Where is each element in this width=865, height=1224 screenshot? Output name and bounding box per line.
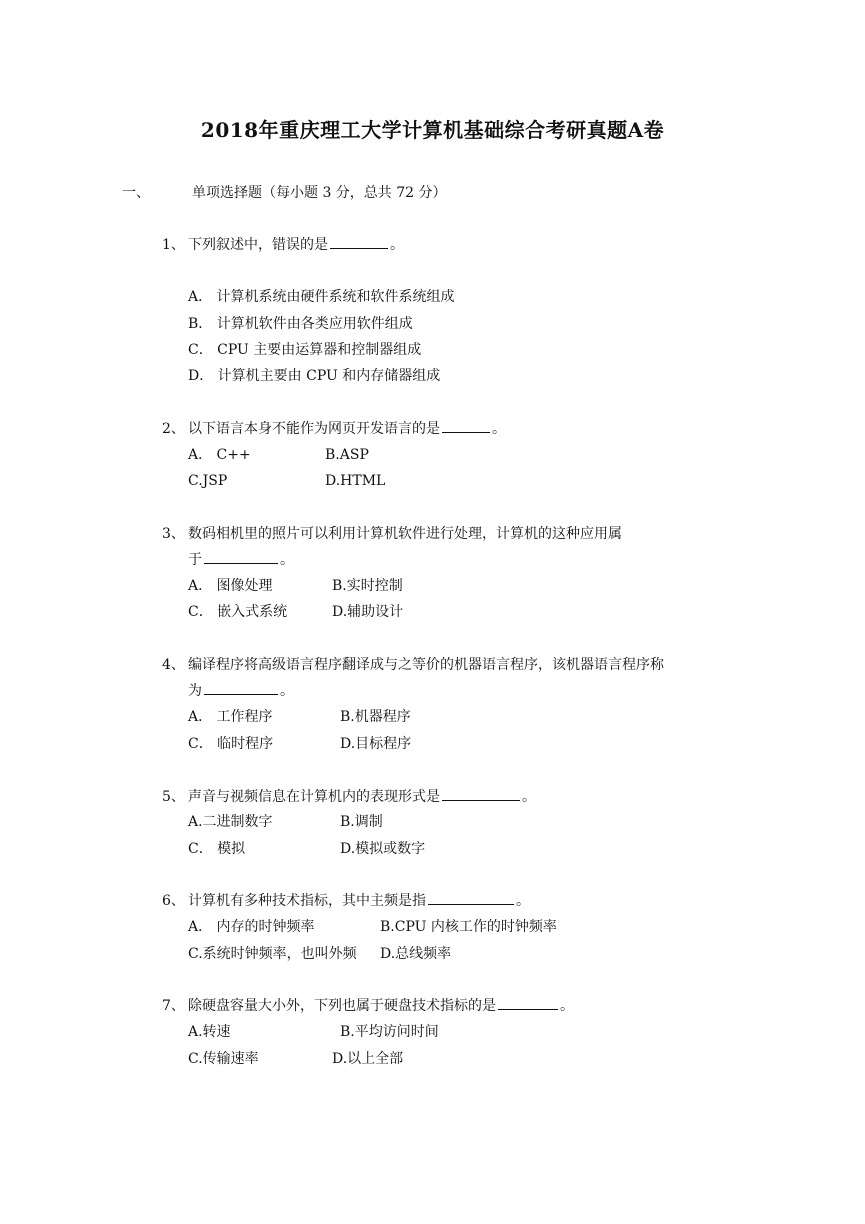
question-6-option-d: D.总线频率 <box>380 946 452 962</box>
question-3-option-d: D.辅助设计 <box>332 604 404 620</box>
question-2-stem <box>188 420 506 438</box>
question-5-option-a: A.二进制数字 <box>188 814 273 830</box>
question-5-end: 。 <box>522 789 536 805</box>
question-7-text: 除硬盘容量大小外，下列也属于硬盘技术指标的是 <box>188 998 496 1014</box>
question-1-option-a: A． 计算机系统由硬件系统和软件系统组成 <box>188 289 455 305</box>
question-6-end: 。 <box>516 893 530 909</box>
question-3-text: 数码相机里的照片可以利用计算机软件进行处理，计算机的这种应用属 <box>188 526 622 542</box>
question-6-text: 计算机有多种技术指标，其中主频是指 <box>188 893 426 909</box>
question-5-text: 声音与视频信息在计算机内的表现形式是 <box>188 789 440 805</box>
section-heading: 单项选择题（每小题 3 分，总共 72 分） <box>192 185 447 201</box>
section-number: 一、 <box>122 185 150 201</box>
question-1-end: 。 <box>390 237 404 253</box>
question-2-number: 2、 <box>162 421 185 437</box>
question-1-option-c: C． CPU 主要由运算器和控制器组成 <box>188 342 422 358</box>
question-7-option-b: B.平均访问时间 <box>340 1024 439 1040</box>
question-2-text: 以下语言本身不能作为网页开发语言的是 <box>188 421 440 437</box>
question-4-option-d: D.目标程序 <box>340 736 412 752</box>
question-1-stem <box>188 236 404 254</box>
question-7-stem <box>188 997 574 1015</box>
question-5-stem <box>188 788 536 806</box>
question-7-option-a: A.转速 <box>188 1024 231 1040</box>
question-6-option-a: A． 内存的时钟频率 <box>188 919 315 935</box>
question-7-end: 。 <box>560 998 574 1014</box>
question-5-option-d: D.模拟或数字 <box>340 841 426 857</box>
answer-blank <box>204 551 278 564</box>
answer-blank <box>442 420 490 433</box>
question-2-option-c: C.JSP <box>188 473 228 489</box>
question-7-number: 7、 <box>162 998 185 1014</box>
question-6-option-c: C.系统时钟频率，也叫外频 <box>188 946 357 962</box>
question-3-option-a: A． 图像处理 <box>188 578 273 594</box>
question-4-stem-line2 <box>188 682 294 700</box>
answer-blank <box>428 892 514 905</box>
question-4-option-b: B.机器程序 <box>340 709 411 725</box>
page-title: 2018年重庆理工大学计算机基础综合考研真题A卷 <box>200 118 665 142</box>
question-7-option-c: C.传输速率 <box>188 1051 259 1067</box>
question-5-option-c: C． 模拟 <box>188 841 246 857</box>
question-6-option-b: B.CPU 内核工作的时钟频率 <box>380 919 557 935</box>
question-4-option-a: A． 工作程序 <box>188 709 273 725</box>
question-4-text-line2: 为 <box>188 683 202 699</box>
question-4-option-c: C． 临时程序 <box>188 736 274 752</box>
question-5-number: 5、 <box>162 789 185 805</box>
question-6-number: 6、 <box>162 893 185 909</box>
question-3-number: 3、 <box>162 526 185 542</box>
question-1-text: 下列叙述中，错误的是 <box>188 237 328 253</box>
question-5-option-b: B.调制 <box>340 814 383 830</box>
question-2-option-a: A． C++ <box>188 447 251 463</box>
question-3-end: 。 <box>280 552 294 568</box>
answer-blank <box>204 682 278 695</box>
question-2-option-d: D.HTML <box>325 473 386 489</box>
answer-blank <box>330 236 388 249</box>
question-4-end: 。 <box>280 683 294 699</box>
answer-blank <box>442 788 520 801</box>
question-2-option-b: B.ASP <box>325 447 369 463</box>
question-1-option-d: D． 计算机主要由 CPU 和内存储器组成 <box>188 368 441 384</box>
question-2-end: 。 <box>492 421 506 437</box>
question-3-stem-line2 <box>188 551 294 569</box>
question-1-number: 1、 <box>162 237 185 253</box>
question-3-option-c: C． 嵌入式系统 <box>188 604 288 620</box>
answer-blank <box>498 997 558 1010</box>
question-3-text-line2: 于 <box>188 552 202 568</box>
question-6-stem <box>188 892 530 910</box>
question-7-option-d: D.以上全部 <box>332 1051 404 1067</box>
question-3-option-b: B.实时控制 <box>332 578 403 594</box>
question-4-number: 4、 <box>162 657 185 673</box>
question-4-text: 编译程序将高级语言程序翻译成与之等价的机器语言程序，该机器语言程序称 <box>188 657 664 673</box>
question-1-option-b: B． 计算机软件由各类应用软件组成 <box>188 316 413 332</box>
